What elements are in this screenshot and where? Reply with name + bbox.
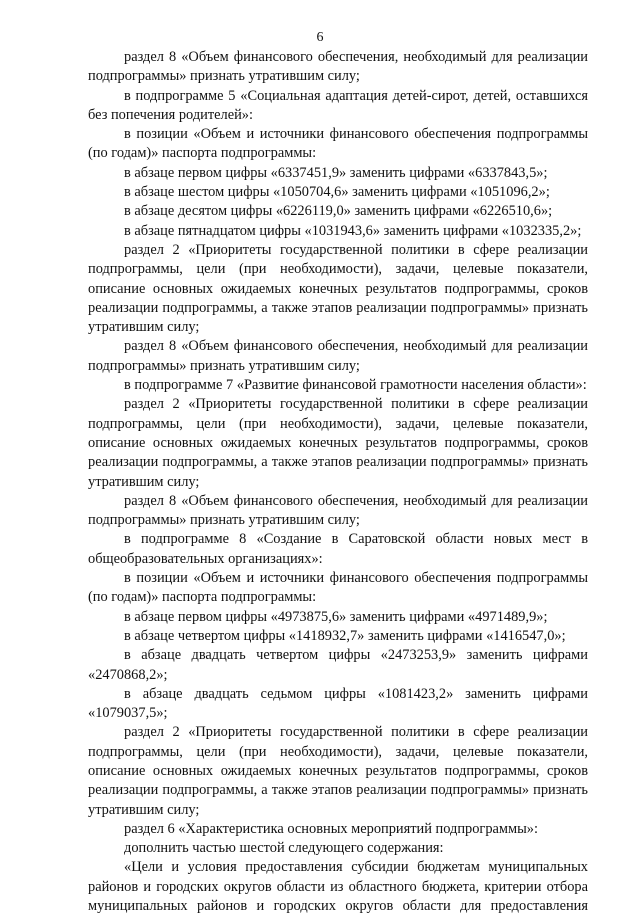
paragraph: в абзаце шестом цифры «1050704,6» заменить цифрами «1051096,2»; — [124, 184, 550, 201]
paragraph: раздел 2 «Приоритеты государственной политики в сфере реализации подпрограммы, цели (при необходимости), задачи, целевые показатели, описание основных ожидаемых конечных результатов подпрограммы, сроков реализации подпрограммы, а также этапов реализации подпрограммы» признать утратившим силу; — [88, 724, 588, 818]
page-number: 6 — [316, 30, 324, 45]
paragraph: в абзаце первом цифры «6337451,9» заменить цифрами «6337843,5»; — [124, 164, 548, 181]
paragraph: раздел 2 «Приоритеты государственной политики в сфере реализации подпрограммы, цели (при необходимости), задачи, целевые показатели, описание основных ожидаемых конечных результатов подпрограммы, сроков реализации подпрограммы, а также этапов реализации подпрограммы» признать утратившим силу; — [88, 241, 588, 336]
paragraph: в подпрограмме 8 «Создание в Саратовской области новых мест в общеобразовательных организациях»: — [88, 531, 588, 567]
paragraph: раздел 8 «Объем финансового обеспечения, необходимый для реализации подпрограммы» признать утратившим силу; — [88, 492, 588, 529]
document-body — [88, 48, 588, 916]
paragraph: в абзаце четвертом цифры «1418932,7» заменить цифрами «1416547,0»; — [124, 627, 566, 644]
paragraph: в подпрограмме 7 «Развитие финансовой грамотности населения области»: — [124, 377, 587, 394]
paragraph: «Цели и условия предоставления субсидии бюджетам муниципальных районов и городских округов области из областного бюджета, критерии отбора муниципальных районов и городских округов области для предоставления — [88, 859, 588, 915]
paragraph: в подпрограмме 5 «Социальная адаптация детей-сирот, детей, оставшихся без попечения родителей»: — [88, 87, 588, 123]
paragraph: в абзаце двадцать седьмом цифры «1081423,2» заменить цифрами «1079037,5»; — [88, 685, 588, 722]
paragraph: раздел 2 «Приоритеты государственной политики в сфере реализации подпрограммы, цели (при необходимости), задачи, целевые показатели, описание основных ожидаемых конечных результатов подпрограммы, сроков реализации подпрограммы, а также этапов реализации подпрограммы» признать утратившим силу; — [88, 396, 588, 490]
paragraph: в абзаце двадцать четвертом цифры «2473253,9» заменить цифрами «2470868,2»; — [88, 647, 588, 683]
paragraph: в абзаце первом цифры «4973875,6» заменить цифрами «4971489,9»; — [124, 608, 548, 625]
paragraph: дополнить частью шестой следующего содержания: — [124, 840, 444, 857]
paragraph: в абзаце пятнадцатом цифры «1031943,6» заменить цифрами «1032335,2»; — [124, 222, 582, 239]
paragraph: раздел 8 «Объем финансового обеспечения, необходимый для реализации подпрограммы» признать утратившим силу; — [88, 49, 588, 85]
paragraph: в абзаце десятом цифры «6226119,0» заменить цифрами «6226510,6»; — [124, 203, 553, 220]
paragraph: раздел 6 «Характеристика основных мероприятий подпрограммы»: — [124, 820, 538, 837]
paragraph: в позиции «Объем и источники финансового обеспечения подпрограммы (по годам)» паспорта подпрограммы: — [88, 126, 588, 162]
paragraph: раздел 8 «Объем финансового обеспечения, необходимый для реализации подпрограммы» признать утратившим силу; — [88, 338, 588, 374]
paragraph: в позиции «Объем и источники финансового обеспечения подпрограммы (по годам)» паспорта подпрограммы: — [88, 570, 588, 606]
